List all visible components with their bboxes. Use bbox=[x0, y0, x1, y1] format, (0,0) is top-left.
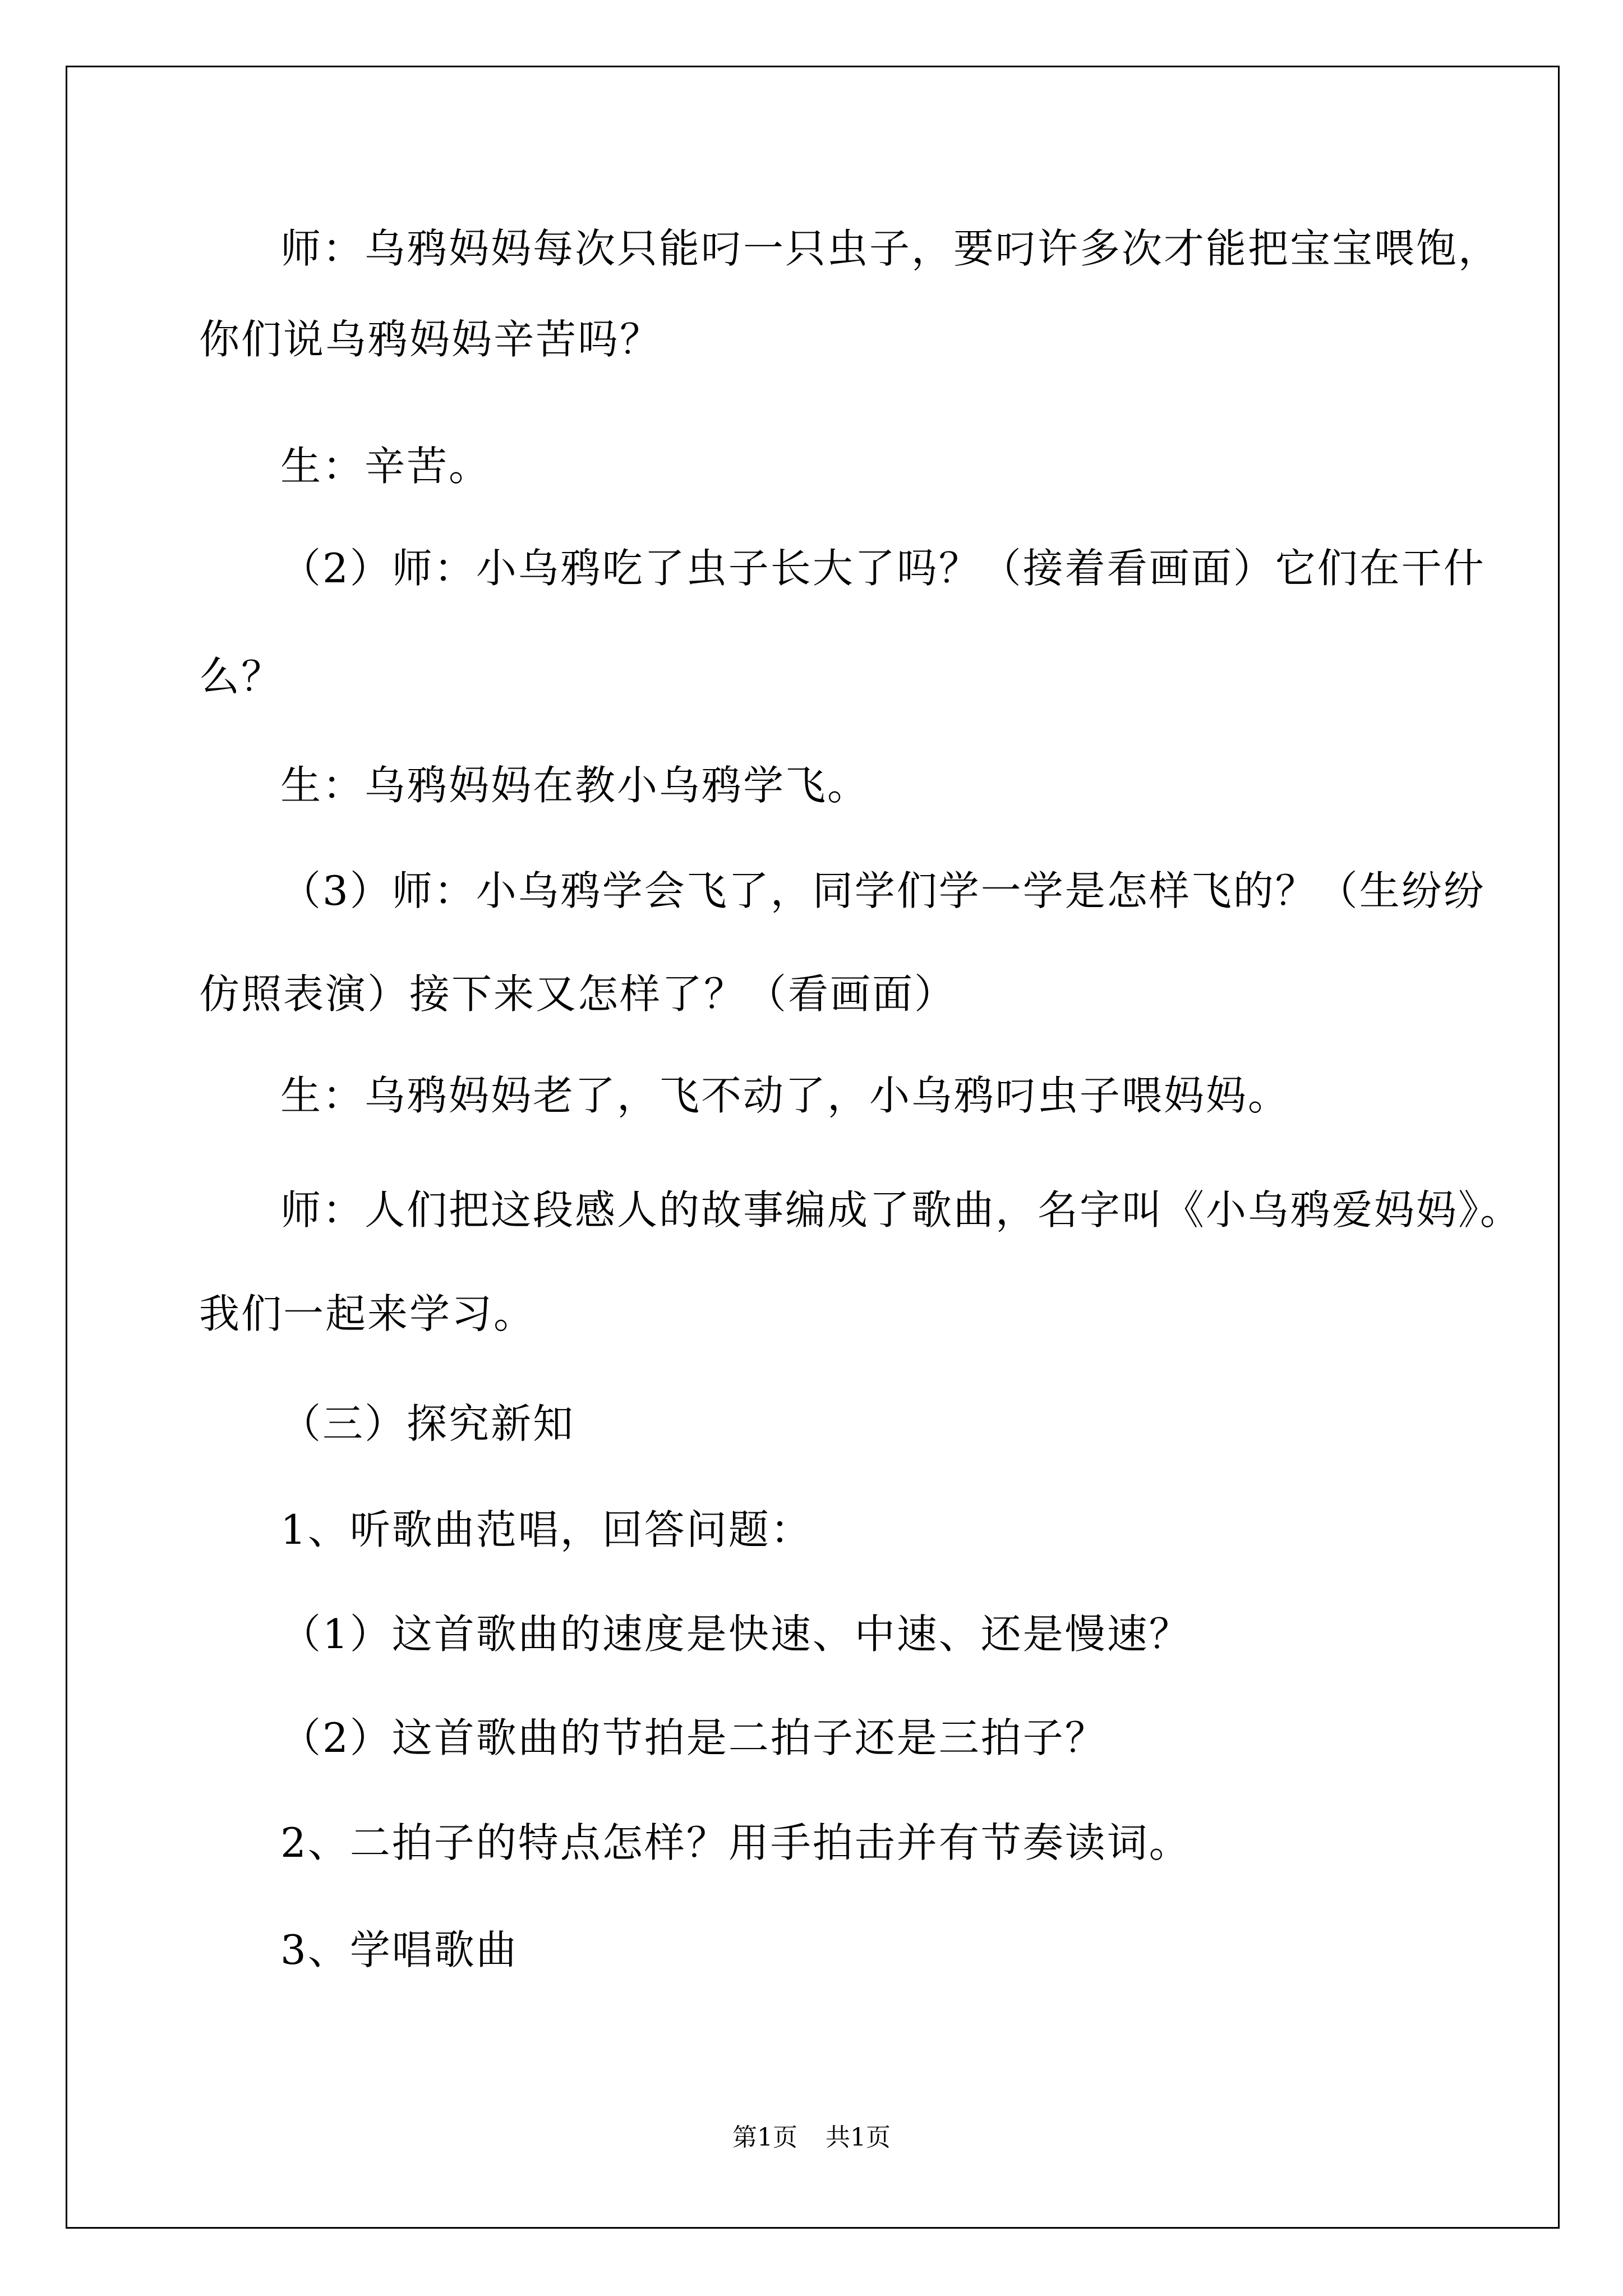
paragraph-line: 师：人们把这段感人的故事编成了歌曲，名字叫《小乌鸦爱妈妈》。 bbox=[280, 1186, 1523, 1234]
paragraph-line: 生：乌鸦妈妈在教小乌鸦学飞。 bbox=[280, 762, 870, 809]
paragraph-line: （3）师：小乌鸦学会飞了，同学们学一学是怎样飞的？（生纷纷 bbox=[280, 867, 1486, 914]
list-item: 2、二拍子的特点怎样？用手拍击并有节奏读词。 bbox=[280, 1819, 1191, 1866]
paragraph-line: 么？ bbox=[199, 653, 284, 700]
list-item: 3、学唱歌曲 bbox=[280, 1926, 518, 1973]
list-item: （1）这首歌曲的速度是快速、中速、还是慢速？ bbox=[280, 1611, 1191, 1658]
paragraph-line: 我们一起来学习。 bbox=[199, 1290, 536, 1337]
list-item: 1、听歌曲范唱，回答问题： bbox=[280, 1506, 813, 1553]
paragraph-line: 仿照表演）接下来又怎样了？（看画面） bbox=[199, 970, 957, 1018]
paragraph-line: 生：乌鸦妈妈老了，飞不动了，小乌鸦叼虫子喂妈妈。 bbox=[280, 1072, 1290, 1119]
paragraph-line: （2）师：小乌鸦吃了虫子长大了吗？（接着看画面）它们在干什 bbox=[280, 545, 1486, 592]
paragraph-line: 你们说乌鸦妈妈辛苦吗？ bbox=[199, 316, 662, 363]
paragraph-line: 生：辛苦。 bbox=[280, 443, 491, 490]
page-total: 共1页 bbox=[826, 2123, 891, 2152]
paragraph-line: 师：乌鸦妈妈每次只能叼一只虫子，要叼许多次才能把宝宝喂饱， bbox=[280, 225, 1501, 272]
section-heading: （三）探究新知 bbox=[280, 1400, 575, 1447]
list-item: （2）这首歌曲的节拍是二拍子还是三拍子？ bbox=[280, 1714, 1107, 1761]
page-footer bbox=[0, 2121, 1623, 2155]
page-number: 第1页 bbox=[732, 2123, 797, 2152]
